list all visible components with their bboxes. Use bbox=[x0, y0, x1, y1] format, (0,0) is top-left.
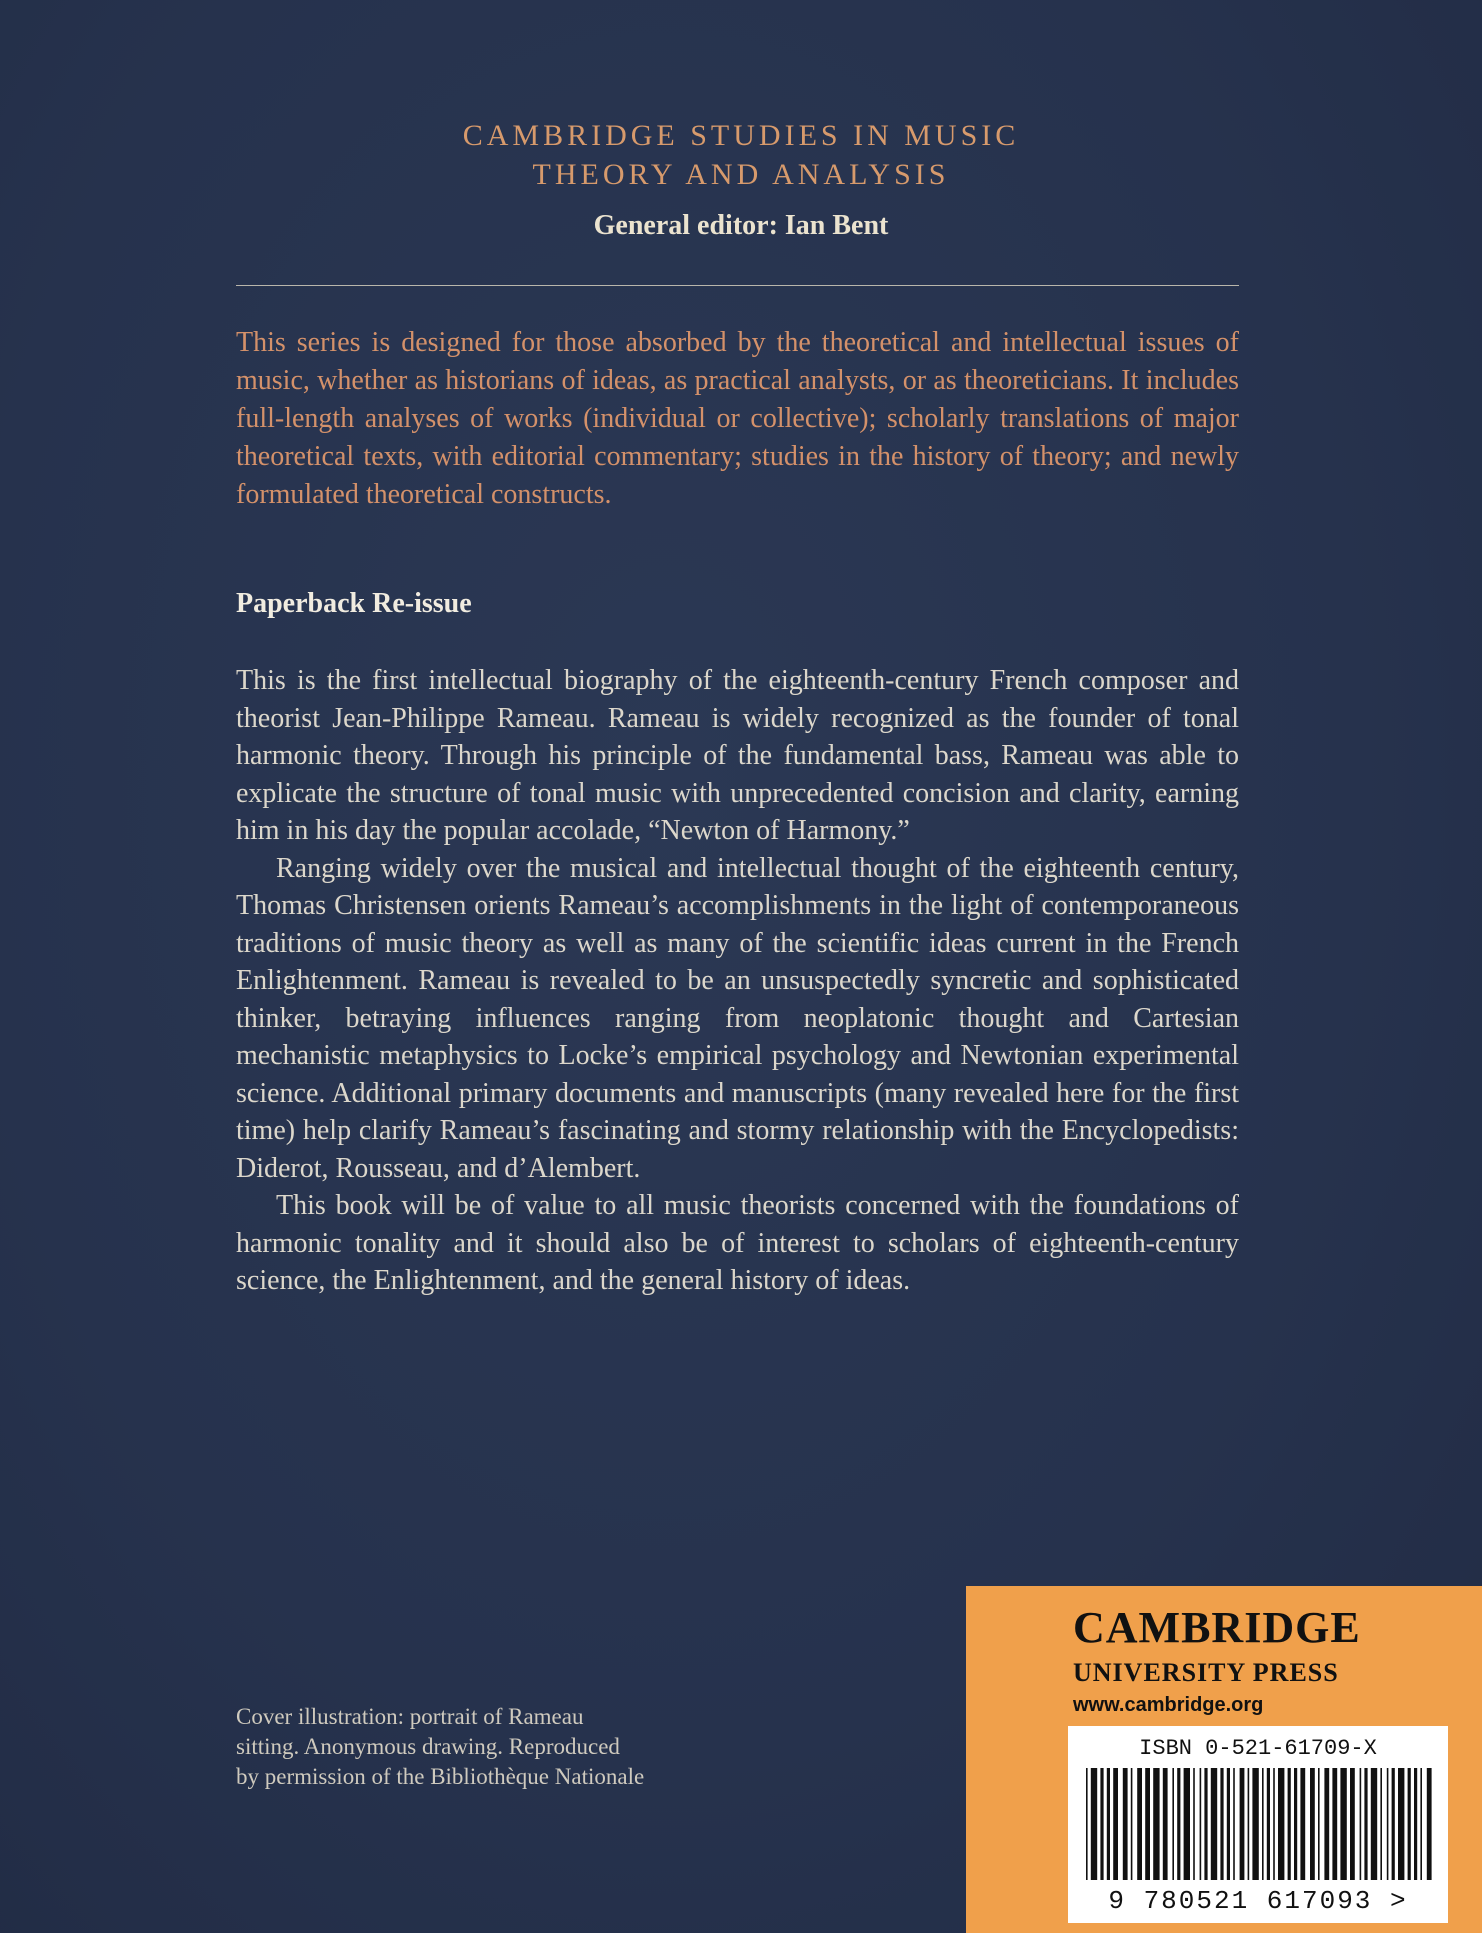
blurb-paragraph-3: This book will be of value to all music theorists concerned with the foundations of harmonic tonality and it should also be of interest to scholars of eighteenth-century science, the Enlightenment, and the general history of ideas. bbox=[236, 1190, 1239, 1296]
barcode-bar bbox=[1318, 1768, 1320, 1880]
barcode-bar bbox=[1364, 1768, 1367, 1880]
barcode-bar bbox=[1278, 1768, 1284, 1880]
series-title bbox=[0, 116, 1482, 194]
barcode-bar bbox=[1163, 1768, 1168, 1880]
barcode-bar bbox=[1252, 1768, 1258, 1880]
barcode-bar bbox=[1204, 1768, 1207, 1880]
publisher-box bbox=[966, 1586, 1482, 1933]
cover-credit bbox=[236, 1702, 756, 1792]
barcode-bar bbox=[1113, 1768, 1118, 1880]
barcode-bar bbox=[1273, 1768, 1275, 1880]
barcode-bar bbox=[1233, 1768, 1235, 1880]
series-editor: General editor: Ian Bent bbox=[593, 210, 889, 241]
reissue-heading: Paperback Re-issue bbox=[236, 588, 472, 619]
barcode-bar bbox=[1288, 1768, 1291, 1880]
barcode-bar bbox=[1153, 1768, 1159, 1880]
cover-credit-line3: by permission of the Bibliothèque Nationale bbox=[236, 1764, 645, 1789]
barcode-panel bbox=[1068, 1726, 1448, 1923]
barcode-bar bbox=[1240, 1768, 1245, 1880]
barcode-bar bbox=[1340, 1768, 1346, 1880]
barcode-bar bbox=[1408, 1768, 1411, 1880]
barcode-bar bbox=[1227, 1768, 1230, 1880]
barcode-bar bbox=[1350, 1768, 1355, 1880]
barcode-bar bbox=[1193, 1768, 1195, 1880]
series-title-line2: THEORY AND ANALYSIS bbox=[532, 158, 950, 191]
cover-credit-line2: sitting. Anonymous drawing. Reproduced bbox=[236, 1734, 620, 1759]
barcode-bar bbox=[1371, 1768, 1377, 1880]
barcode-bar bbox=[1414, 1768, 1417, 1880]
barcode-bar bbox=[1211, 1768, 1217, 1880]
isbn-label: ISBN 0-521-61709-X bbox=[1139, 1736, 1377, 1761]
barcode-bar bbox=[1145, 1768, 1150, 1880]
barcode-bar bbox=[1091, 1768, 1097, 1880]
blurb-paragraph-2: Ranging widely over the musical and intellectual thought of the eighteenth century, Thomas Christensen orients Rameau’s accomplishments in the light of contemporaneous traditions of music theory as well as many of the scientific ideas current in the French Enlightenment. Rameau is revealed to be an unsuspectedly syncretic and sophisticated thinker, betraying influences ranging from neoplatonic thought and Cartesian mechanistic metaphysics to Locke’s empirical psychology and Newtonian experimental science. Additional primary documents and manuscripts (many revealed here for the first time) help clarify Rameau’s fascinating and stormy relationship with the Encyclopedists: Diderot, Rousseau, and d’Alembert. bbox=[236, 852, 1239, 1184]
barcode-bar bbox=[1137, 1768, 1142, 1880]
publisher-url: www.cambridge.org bbox=[1073, 1694, 1264, 1716]
barcode-bar bbox=[1420, 1768, 1422, 1880]
barcode-bar bbox=[1220, 1768, 1223, 1880]
book-blurb bbox=[236, 662, 1239, 1300]
publisher-name: CAMBRIDGE bbox=[1073, 1603, 1361, 1652]
barcode-bar bbox=[1392, 1768, 1395, 1880]
barcode-bar bbox=[1262, 1768, 1264, 1880]
series-title-line1: CAMBRIDGE STUDIES IN MUSIC bbox=[462, 119, 1020, 152]
barcode-bar bbox=[1398, 1768, 1404, 1880]
barcode-bar bbox=[1172, 1768, 1174, 1880]
barcode-bar bbox=[1267, 1768, 1270, 1880]
barcode-bar bbox=[1086, 1768, 1088, 1880]
barcode-bar bbox=[1360, 1768, 1362, 1880]
barcode-bar bbox=[1100, 1768, 1103, 1880]
barcode-bar bbox=[1387, 1768, 1389, 1880]
barcode-bar bbox=[1107, 1768, 1110, 1880]
blurb-paragraph-1: This is the first intellectual biography of the eighteenth-century French composer and theorist Jean-Philippe Rameau. Rameau is widely recognized as the founder of tonal harmonic theory. Through his principle of the fundamental bass, Rameau was able to explicate the structure of tonal music with unprecedented concision and clarity, earning him in his day the popular accolade, “Newton of Harmony.” bbox=[236, 665, 1239, 846]
barcode-bar bbox=[1131, 1768, 1133, 1880]
barcode-bar bbox=[1123, 1768, 1128, 1880]
barcode-bar bbox=[1324, 1768, 1329, 1880]
barcode-bar bbox=[1177, 1768, 1180, 1880]
barcode-bar bbox=[1310, 1768, 1315, 1880]
barcode-bar bbox=[1427, 1768, 1432, 1880]
barcode-bar bbox=[1184, 1768, 1190, 1880]
barcode-bar bbox=[1248, 1768, 1250, 1880]
barcode-bar bbox=[1300, 1768, 1305, 1880]
barcode-bar bbox=[1294, 1768, 1297, 1880]
publisher-subtitle: UNIVERSITY PRESS bbox=[1073, 1658, 1339, 1687]
ean-number: 9 780521 617093 > bbox=[1108, 1886, 1408, 1916]
series-description: This series is designed for those absorbed by the theoretical and intellectual issues of music, whether as historians of ideas, as practical analysts, or as theoreticians. It includes full-length analyses of works (individual or collective); scholarly translations of major theoretical texts, with editorial commentary; studies in the history of theory; and newly formulated theoretical constructs. bbox=[236, 327, 1239, 510]
barcode-icon bbox=[1078, 1768, 1438, 1884]
barcode-bar bbox=[1200, 1768, 1202, 1880]
divider-rule bbox=[236, 285, 1239, 286]
barcode-bar bbox=[1332, 1768, 1337, 1880]
barcode-bar bbox=[1380, 1768, 1382, 1880]
cover-credit-line1: Cover illustration: portrait of Rameau bbox=[236, 1704, 584, 1729]
